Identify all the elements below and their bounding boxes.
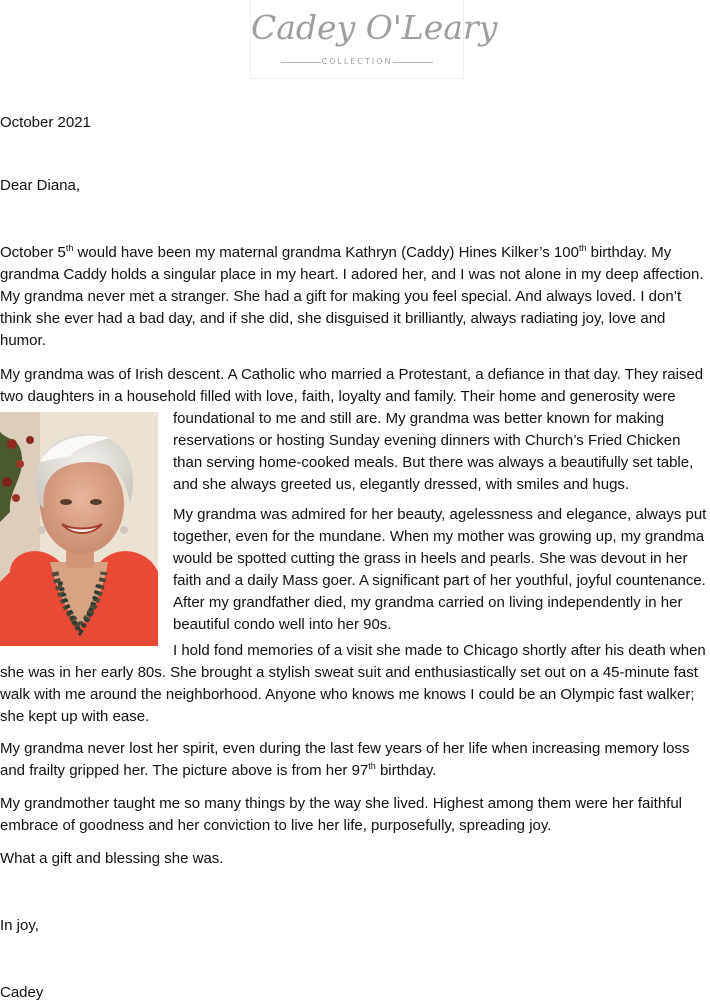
ordinal-suffix: th bbox=[368, 761, 376, 771]
paragraph-heritage: My grandma was of Irish descent. A Catholic who married a Protestant, a defiance in that day. They raised two daughters in a household filled with love, faith, loyalty and family. Their home and generosity were bbox=[0, 366, 704, 405]
paragraph-elegance: My grandma was admired for her beauty, agelessness and elegance, always put together, even for the mundane. When my mother was growing up, my grandma would be spotted cutting the grass in heels and pearls. She was devout in her faith and a daily Mass goer. A significant part of her youthful, joyful countenance. After my grandfather died, my grandma carried on living independently in her beautiful condo well into her 90s. bbox=[173, 506, 707, 633]
paragraph-intro-part: would have been my maternal grandma Kathryn (Caddy) Hines Kilker’s 100 bbox=[73, 244, 579, 261]
paragraph-intro-part: October 5 bbox=[0, 244, 66, 261]
paragraph-intro-part: birthday. My grandma Caddy holds a singular place in my heart. I adored her, and I was not alone in my deep affection. My grandma never met a stranger. She had a gift for making you feel special. And always loved. I don’t think she ever had a bad day, and if she did, she disguised it brilliantly, always radiating joy, love and humor. bbox=[0, 244, 704, 349]
letter-greeting: Dear Diana, bbox=[0, 177, 81, 194]
paragraph-memory-start: I hold fond memories of a visit she made to Chicago shortly after his death when bbox=[173, 642, 706, 659]
letter-signature: Cadey bbox=[0, 984, 44, 1001]
paragraph-spirit-part: My grandma never lost her spirit, even during the last few years of her life when increasing memory loss and frailty gripped her. The picture above is from her 97 bbox=[0, 740, 690, 779]
ordinal-suffix: th bbox=[578, 243, 587, 253]
logo-divider-right bbox=[393, 62, 433, 63]
paragraph-spirit-part: birthday. bbox=[375, 762, 437, 779]
letter-date: October 2021 bbox=[0, 114, 91, 131]
paragraph-lessons: My grandmother taught me so many things by the way she lived. Highest among them were her faithful embrace of goodness and her conviction to live her life, purposefully, spreading joy. bbox=[0, 795, 683, 834]
portrait-illustration bbox=[0, 412, 158, 646]
paragraph-spirit bbox=[0, 738, 710, 782]
logo-subtitle: COLLECTION bbox=[321, 57, 393, 66]
paragraph-intro bbox=[0, 242, 710, 352]
ordinal-suffix: th bbox=[65, 243, 74, 253]
paragraph-memory: she was in her early 80s. She brought a stylish sweat suit and enthusiastically set out on a 45-minute fast walk with me around the neighborhood. Anyone who knows me knows I could be an Olympic fast walker; she kept up with ease. bbox=[0, 664, 698, 725]
letter-closing: In joy, bbox=[0, 917, 39, 934]
brand-logo bbox=[250, 0, 498, 79]
grandma-portrait-photo bbox=[0, 412, 158, 646]
logo-name: Cadey O'Leary bbox=[251, 8, 498, 47]
paragraph-gift: What a gift and blessing she was. bbox=[0, 850, 224, 867]
paragraph-heritage-continued: foundational to me and still are. My grandma was better known for making reservations or hosting Sunday evening dinners with Church’s Fried Chicken than serving home-cooked meals. But there was always a beautifully set table, and she always greeted us, elegantly dressed, with smiles and hugs. bbox=[173, 410, 694, 493]
